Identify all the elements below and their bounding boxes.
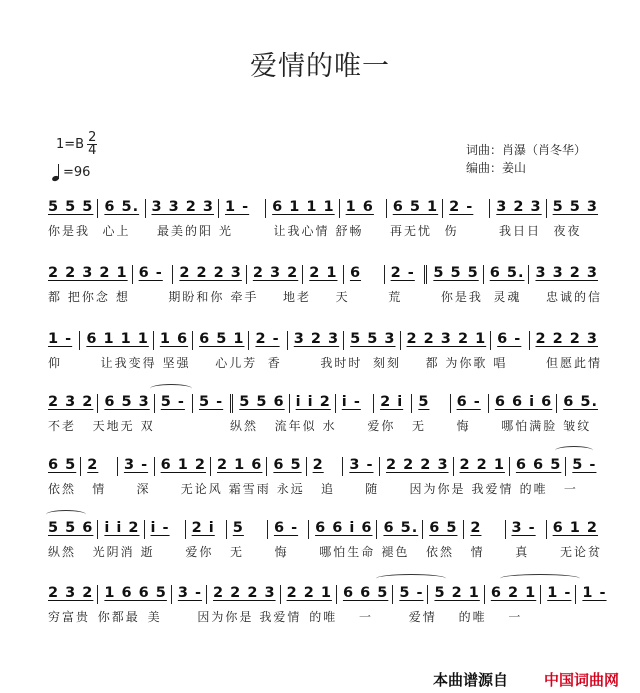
lyric-syllables: 光 <box>219 224 234 238</box>
measure <box>335 394 373 413</box>
lyric-syllables: 随 <box>365 482 380 496</box>
measure <box>79 331 153 350</box>
measure <box>424 265 482 284</box>
lyric-syllables: 无论贫 <box>559 545 602 559</box>
measure-notes: 3 - <box>123 457 149 473</box>
measure <box>556 394 602 413</box>
measure-notes: 5 - <box>160 394 185 410</box>
measure-notes: 1 6 6 5 <box>104 585 167 601</box>
note-row <box>42 330 602 350</box>
lyric-syllables: 皱纹 <box>563 419 592 433</box>
lyric-syllables: 悔 <box>456 419 471 433</box>
measure-notes: 5 - <box>399 585 424 601</box>
measure <box>97 585 171 604</box>
measure <box>392 585 427 604</box>
measure <box>505 520 546 539</box>
lyric-syllables: 霜雪雨 <box>228 482 271 496</box>
lyric-syllables: 坚强 <box>162 356 191 370</box>
measure-notes: 6 6 5 <box>342 585 389 601</box>
measure <box>339 199 386 218</box>
measure <box>450 394 488 413</box>
tie-arc <box>46 510 86 519</box>
measure <box>546 520 602 539</box>
measure-notes: 5 5 6 <box>48 520 94 536</box>
lyric-syllables: 深 <box>136 482 151 496</box>
measure-notes: 6 5. <box>383 520 419 536</box>
measure-notes: 6 - <box>273 520 299 536</box>
measure <box>42 331 79 350</box>
measure-notes: 6 5. <box>489 265 525 281</box>
measure-notes: 5 5 5 <box>48 199 94 215</box>
measure-notes: 3 - <box>511 520 536 536</box>
measure-notes: 6 1 1 1 <box>86 331 149 347</box>
lyric-syllables: 让我心情 <box>273 224 330 238</box>
notation-system <box>42 456 602 504</box>
lyric-syllables: 我时时 <box>320 356 363 370</box>
measure-notes: 3 - <box>349 457 374 473</box>
measure <box>230 394 288 413</box>
measure-notes: i i 2 <box>104 520 140 536</box>
measure-notes: 3 3 2 3 <box>535 265 598 281</box>
measure-notes: 2 i <box>380 394 404 410</box>
measure-notes: 1 - <box>582 585 607 601</box>
measure-notes: 2 2 2 3 <box>179 265 242 281</box>
source-site-link[interactable]: 中国词曲网 <box>544 671 620 689</box>
measure <box>154 457 210 476</box>
lyric-row <box>42 480 602 497</box>
measure <box>384 265 425 284</box>
lyric-syllables: 的唯 <box>519 482 548 496</box>
measure-notes: 6 - <box>138 265 163 281</box>
lyric-syllables: 都 为你歌 <box>425 356 488 370</box>
lyric-syllables: 灵魂 <box>493 290 522 304</box>
measure <box>509 457 565 476</box>
measure <box>132 265 173 284</box>
lyric-row <box>42 543 602 560</box>
measure-notes: 6 5 <box>48 457 77 473</box>
lyric-syllables: 纵然 <box>229 419 258 433</box>
measure <box>488 394 556 413</box>
lyric-syllables: 你是我 <box>440 290 483 304</box>
measure <box>206 585 280 604</box>
lyric-syllables: 让我变得 <box>100 356 157 370</box>
measure-notes: 6 1 2 <box>160 457 207 473</box>
measure-notes: 2 i <box>191 520 215 536</box>
measure <box>172 265 246 284</box>
lyric-syllables: 都 把你念 <box>48 290 110 304</box>
lyric-syllables: 光阴消 <box>92 545 135 559</box>
measure <box>386 199 442 218</box>
measure <box>210 457 266 476</box>
lyric-syllables: 地老 <box>283 290 312 304</box>
measure-notes: 6 5 <box>429 520 458 536</box>
lyric-syllables: 但愿此情 <box>546 356 603 370</box>
measure <box>540 585 575 604</box>
measure-notes: 5 5 3 <box>350 331 396 347</box>
measure-notes: 6 <box>349 265 362 281</box>
notation-system <box>42 264 602 312</box>
measure <box>483 265 529 284</box>
measure-notes: 2 <box>312 457 324 473</box>
measure <box>306 457 343 476</box>
notation-system <box>42 393 602 441</box>
measure-notes: 6 5 1 <box>392 199 439 215</box>
measure-notes: 2 3 2 <box>252 265 299 281</box>
lyric-syllables: 依然 <box>48 482 77 496</box>
lyric-syllables: 你都最 <box>97 610 140 624</box>
measure <box>546 199 602 218</box>
measure-notes: 5 - <box>572 457 597 473</box>
measure <box>97 394 153 413</box>
lyric-syllables: 褪色 <box>381 545 410 559</box>
measure-notes: 2 <box>87 457 99 473</box>
source-label: 本曲谱源自 <box>433 671 509 689</box>
lyric-syllables: 情 <box>92 482 107 496</box>
measure-notes: 6 2 1 <box>490 585 537 601</box>
measure <box>266 457 305 476</box>
lyric-syllables: 依然 <box>425 545 454 559</box>
measure-notes: 2 - <box>449 199 474 215</box>
lyric-syllables: 逝 <box>140 545 155 559</box>
measure <box>42 585 97 604</box>
measure <box>218 199 265 218</box>
lyric-syllables: 一 <box>508 610 523 624</box>
notation-system <box>42 330 602 378</box>
measure-notes: 1 6 <box>345 199 374 215</box>
note-row <box>42 198 602 218</box>
measure <box>226 520 267 539</box>
key-label: 1=B <box>56 137 85 152</box>
note-row <box>42 264 602 284</box>
lyric-syllables: 因为你是 <box>197 610 254 624</box>
lyric-syllables: 香 <box>267 356 282 370</box>
lyric-syllables: 仰 <box>48 356 63 370</box>
lyric-syllables: 伤 <box>444 224 459 238</box>
measure-notes: 6 6 5 <box>515 457 562 473</box>
measure <box>379 457 453 476</box>
lyric-syllables: 牵手 <box>230 290 259 304</box>
lyric-syllables: 夜夜 <box>553 224 582 238</box>
measure-notes: 1 6 <box>159 331 189 347</box>
lyric-syllables: 刻刻 <box>372 356 401 370</box>
lyric-syllables: 真 <box>515 545 530 559</box>
lyric-syllables: 心上 <box>102 224 131 238</box>
measure <box>376 520 422 539</box>
measure-notes: 2 2 1 <box>459 457 505 473</box>
measure-notes: 3 3 2 3 <box>151 199 215 215</box>
lyric-syllables: 想 <box>115 290 130 304</box>
measure <box>528 265 602 284</box>
lyric-syllables: 忠诚的信 <box>546 290 603 304</box>
lyric-syllables: 再无忧 <box>390 224 433 238</box>
tempo-marking <box>52 163 90 181</box>
measure-notes: 2 2 1 <box>286 585 332 601</box>
time-signature <box>87 132 97 157</box>
measure <box>97 520 143 539</box>
key-signature <box>56 132 97 157</box>
measure <box>153 331 192 350</box>
measure <box>246 265 302 284</box>
note-row <box>42 519 602 539</box>
measure-notes: 6 - <box>497 331 522 347</box>
measure-notes: 1 - <box>547 585 572 601</box>
lyric-syllables: 的唯 <box>458 610 487 624</box>
arranger-credit: 编曲：姜山 <box>466 161 527 175</box>
lyric-syllables: 流年似 <box>274 419 317 433</box>
measure-notes: 6 6 i 6 <box>315 520 373 536</box>
measure <box>308 520 376 539</box>
measure-notes: 2 2 2 3 <box>535 331 599 347</box>
measure <box>145 199 219 218</box>
measure <box>42 199 97 218</box>
measure <box>280 585 336 604</box>
tie-arc <box>376 574 446 583</box>
measure <box>400 331 491 350</box>
lyric-syllables: 纵然 <box>48 545 77 559</box>
note-row <box>42 393 602 413</box>
lyric-syllables: 最美的阳 <box>157 224 214 238</box>
measure-notes: 6 5. <box>563 394 598 410</box>
lyric-syllables: 一 <box>359 610 374 624</box>
measure <box>97 199 144 218</box>
measure-notes: 2 2 2 3 <box>213 585 276 601</box>
measure-notes: 6 5. <box>104 199 140 215</box>
measure <box>171 585 206 604</box>
lyric-syllables: 哪怕生命 <box>319 545 376 559</box>
measure-notes: 2 <box>470 520 482 536</box>
measure <box>248 331 286 350</box>
measure <box>422 520 463 539</box>
measure-notes: 6 1 1 1 <box>272 199 335 215</box>
lyric-syllables: 哪怕满脸 <box>501 419 558 433</box>
measure <box>192 331 248 350</box>
lyric-syllables: 爱情 <box>408 610 437 624</box>
notation-system <box>42 584 607 632</box>
measure <box>192 394 230 413</box>
time-numerator: 2 <box>88 130 97 145</box>
measure <box>80 457 117 476</box>
measure-notes: 6 - <box>456 394 481 410</box>
measure <box>42 265 132 284</box>
lyric-syllables: 心儿芳 <box>215 356 258 370</box>
measure <box>442 199 489 218</box>
measure-notes: 1 - <box>48 331 73 347</box>
lyric-syllables: 唱 <box>493 356 508 370</box>
song-title: 爱情的唯一 <box>250 51 390 82</box>
lyric-syllables: 天 <box>335 290 350 304</box>
measure-notes: 5 2 1 <box>434 585 480 601</box>
measure <box>343 265 384 284</box>
lyric-syllables: 无论风 <box>180 482 223 496</box>
measure <box>565 457 602 476</box>
measure <box>302 265 343 284</box>
measure-notes: 2 1 <box>309 265 338 281</box>
lyric-syllables: 爱你 <box>185 545 214 559</box>
note-row <box>42 456 602 476</box>
lyric-syllables: 穷富贵 <box>48 610 91 624</box>
measure <box>289 394 335 413</box>
measure <box>411 394 449 413</box>
measure <box>42 520 97 539</box>
lyric-syllables: 水 <box>322 419 337 433</box>
measure-notes: 2 1 6 <box>217 457 263 473</box>
lyric-syllables: 追 <box>321 482 336 496</box>
lyric-syllables: 我爱情 <box>471 482 514 496</box>
measure-notes: 6 5 1 <box>199 331 245 347</box>
measure-notes: 5 5 6 <box>239 394 285 410</box>
measure-notes: i - <box>341 394 361 410</box>
measure <box>117 457 154 476</box>
measure <box>373 394 411 413</box>
measure <box>575 585 610 604</box>
measure-notes: 5 <box>418 394 430 410</box>
measure-notes: 3 2 3 <box>496 199 542 215</box>
lyric-syllables: 期盼和你 <box>168 290 225 304</box>
lyric-syllables: 我爱情 <box>259 610 302 624</box>
lyric-syllables: 的唯 <box>309 610 338 624</box>
notation-system <box>42 519 602 567</box>
measure-notes: 2 3 2 <box>48 585 94 601</box>
measure-notes: 6 6 i 6 <box>494 394 553 410</box>
measure <box>463 520 504 539</box>
measure-notes: i i 2 <box>295 394 331 410</box>
lyric-syllables <box>179 417 224 434</box>
measure-notes: 2 - <box>390 265 415 281</box>
measure-notes: 2 2 2 3 <box>386 457 449 473</box>
measure <box>154 394 192 413</box>
measure <box>342 457 379 476</box>
measure <box>265 199 339 218</box>
lyric-syllables: 悔 <box>274 545 289 559</box>
credits <box>466 141 586 177</box>
lyric-syllables <box>552 608 602 625</box>
lyric-syllables: 永远 <box>276 482 305 496</box>
lyric-syllables: 双 <box>140 419 155 433</box>
measure <box>427 585 483 604</box>
measure <box>484 585 540 604</box>
lyric-row <box>42 288 602 305</box>
measure-notes: 2 - <box>255 331 280 347</box>
lyric-syllables: 爱你 <box>367 419 396 433</box>
lyricist-credit: 词曲：肖瀑（肖冬华） <box>466 143 587 157</box>
measure <box>144 520 185 539</box>
lyric-syllables: 因为你是 <box>409 482 466 496</box>
measure <box>42 394 97 413</box>
measure-notes: 2 2 3 2 1 <box>48 265 128 281</box>
tie-arc <box>150 384 192 393</box>
lyric-syllables: 荒 <box>388 290 403 304</box>
lyric-row <box>42 222 602 239</box>
measure-notes: 3 - <box>177 585 203 601</box>
measure-notes: 3 2 3 <box>293 331 340 347</box>
measure <box>42 457 80 476</box>
measure-notes: 5 5 3 <box>552 199 599 215</box>
lyric-syllables: 天地无 <box>92 419 135 433</box>
measure <box>267 520 308 539</box>
lyric-syllables: 美 <box>147 610 162 624</box>
measure <box>489 199 545 218</box>
notation-system <box>42 198 602 246</box>
measure-notes: 2 2 3 2 1 <box>406 331 487 347</box>
lyric-syllables: 无 <box>411 419 426 433</box>
lyric-row <box>42 354 602 371</box>
measure <box>185 520 226 539</box>
tie-arc <box>500 574 580 583</box>
lyric-syllables: 不老 <box>48 419 77 433</box>
lyric-syllables: 一 <box>563 482 578 496</box>
measure <box>529 331 603 350</box>
measure-notes: 5 <box>232 520 244 536</box>
quarter-note-icon <box>52 163 62 181</box>
measure-notes: 1 - <box>225 199 250 215</box>
lyric-row <box>42 608 602 625</box>
measure-notes: 6 1 2 <box>552 520 599 536</box>
lyric-syllables: 情 <box>470 545 485 559</box>
lyric-syllables: 舒畅 <box>335 224 364 238</box>
measure <box>453 457 509 476</box>
lyric-row <box>42 417 602 434</box>
time-denominator: 4 <box>88 143 97 158</box>
measure-notes: i - <box>150 520 170 536</box>
note-row <box>42 584 607 604</box>
measure-notes: 6 5 3 <box>104 394 150 410</box>
measure <box>287 331 343 350</box>
lyric-syllables: 我日日 <box>499 224 542 238</box>
measure-notes: 5 - <box>199 394 224 410</box>
measure <box>490 331 528 350</box>
measure-notes: 6 5 <box>273 457 302 473</box>
lyric-syllables: 无 <box>229 545 244 559</box>
measure-notes: 2 3 2 <box>48 394 94 410</box>
measure <box>343 331 399 350</box>
tempo-value: =96 <box>63 164 91 180</box>
lyric-syllables: 你是我 <box>48 224 91 238</box>
measure <box>336 585 392 604</box>
tie-arc <box>555 446 593 455</box>
measure-notes: 5 5 5 <box>433 265 479 281</box>
